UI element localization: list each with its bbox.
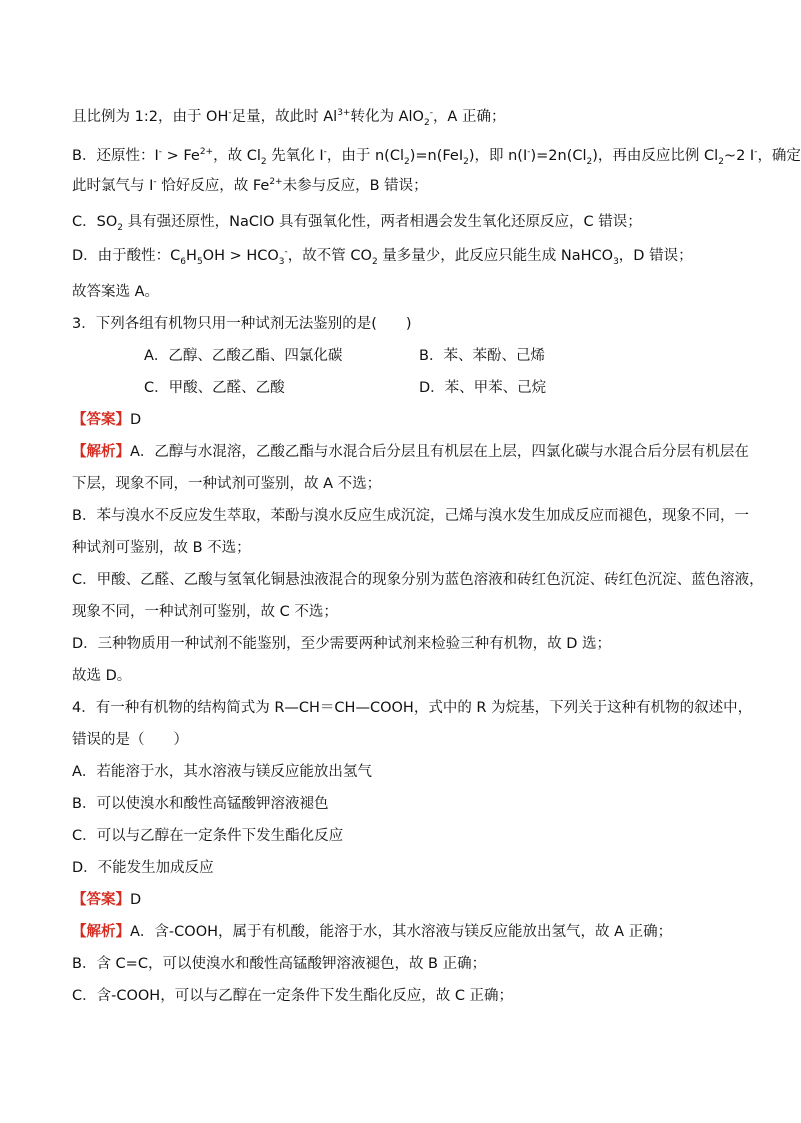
q3-conclusion: 故选 D。 (72, 668, 132, 684)
text: > Fe (161, 148, 200, 164)
superscript: - (754, 147, 758, 158)
answer-value: D (130, 412, 142, 428)
text: A．乙醇与水混溶，乙酸乙酯与水混合后分层且有机层在上层，四氯化碳与水混合后分层有机层在 (130, 444, 749, 460)
q3-analysis-c2: 现象不同，一种试剂可鉴别，故 C 不选； (72, 604, 338, 620)
text: )=2n(Cl (530, 148, 587, 164)
subscript: 2 (371, 256, 378, 267)
subscript: 2 (423, 117, 430, 128)
subscript: 2 (260, 156, 267, 167)
text: 转化为 AlO (350, 109, 424, 125)
q3-option-c: C．甲酸、乙醛、乙酸 (144, 380, 285, 396)
text: 足量，故此时 Al (231, 109, 338, 125)
text: 先氧化 I (266, 148, 324, 164)
q3-analysis-a1 (72, 442, 749, 462)
superscript: - (323, 147, 327, 158)
superscript: 3+ (337, 108, 351, 119)
q3-stem: 3．下列各组有机物只用一种试剂无法鉴别的是( ) (72, 316, 412, 332)
superscript: - (284, 247, 288, 258)
q2-conclusion: 故答案选 A。 (72, 284, 160, 300)
superscript: - (153, 177, 157, 188)
q4-option-c: C．可以与乙醇在一定条件下发生酯化反应 (72, 828, 344, 844)
superscript: - (429, 108, 433, 119)
text: 恰好反应，故 Fe (156, 178, 270, 194)
q4-answer (72, 890, 732, 910)
q4-stem-line2: 错误的是（ ） (72, 732, 188, 748)
superscript: - (228, 108, 232, 119)
q3-analysis-b1: B．苯与溴水不反应发生萃取，苯酚与溴水反应生成沉淀，己烯与溴水发生加成反应而褪色，现象不同，一 (72, 508, 749, 524)
subscript: 2 (117, 222, 123, 233)
q4-analysis-b1: B．含 C=C，可以使溴水和酸性高锰酸钾溶液褪色，故 B 正确； (72, 956, 487, 972)
analysis-tag: 【解析】 (72, 924, 130, 940)
text: 量多量少，此反应只能生成 NaHCO (377, 248, 614, 264)
q4-stem-line1: 4．有一种有机物的结构简式为 R—CH＝CH—COOH，式中的 R 为烷基，下列关于这种有机物的叙述中， (72, 700, 753, 716)
subscript: 6 (180, 256, 187, 267)
text: OH > HCO (202, 248, 279, 264)
analysis-tag: 【解析】 (72, 444, 130, 460)
superscript: - (527, 147, 531, 158)
q2-line-alo2 (72, 107, 732, 127)
text: )=n(FeI (409, 148, 464, 164)
subscript: 2 (718, 156, 724, 167)
text: A．含-COOH，属于有机酸，能溶于水，其水溶液与镁反应能放出氢气，故 A 正确； (130, 924, 673, 940)
superscript: 2+ (269, 177, 283, 188)
text: 具有强还原性，NaClO 具有强氧化性，两者相遇会发生氧化还原反应，C 错误； (122, 214, 642, 230)
subscript: 2 (463, 156, 469, 167)
text: H (186, 248, 197, 264)
text: )，再由反应比例 Cl (592, 148, 719, 164)
subscript: 3 (278, 256, 285, 267)
q4-option-d: D．不能发生加成反应 (72, 860, 214, 876)
q4-option-b: B．可以使溴水和酸性高锰酸钾溶液褪色 (72, 796, 329, 812)
q2-option-c (72, 212, 732, 232)
q3-answer (72, 410, 732, 430)
q4-analysis-c1: C．含-COOH，可以与乙醇在一定条件下发生酯化反应，故 C 正确； (72, 988, 514, 1004)
q3-analysis-d1: D．三种物质用一种试剂不能鉴别，至少需要两种试剂来检验三种有机物，故 D 选； (72, 636, 612, 652)
q3-analysis-b2: 种试剂可鉴别，故 B 不选； (72, 540, 251, 556)
subscript: 3 (613, 256, 619, 267)
text: 未参与反应，B 错误； (282, 178, 428, 194)
superscript: 2+ (199, 147, 214, 158)
subscript: 2 (403, 156, 410, 167)
superscript: - (158, 147, 162, 158)
q4-analysis-a1 (72, 922, 732, 942)
q3-option-b: B．苯、苯酚、己烯 (419, 348, 545, 364)
text: ，A 正确； (432, 109, 506, 125)
q2-option-d (72, 246, 732, 266)
text: ~2 I (723, 148, 755, 164)
q3-analysis-c1: C．甲酸、乙醛、乙酸与氢氧化铜悬浊液混合的现象分别为蓝色溶液和砖红色沉淀、砖红色沉淀、蓝色溶液， (72, 572, 764, 588)
text: D．由于酸性：C (72, 248, 181, 264)
text: C．SO (72, 214, 118, 230)
q3-option-d: D．苯、甲苯、己烷 (419, 380, 547, 396)
text: B．还原性：I (72, 148, 159, 164)
answer-value: D (130, 892, 142, 908)
answer-tag: 【答案】 (72, 892, 130, 908)
q3-analysis-a2: 下层，现象不同，一种试剂可鉴别，故 A 不选； (72, 476, 382, 492)
q2-option-b-line1 (72, 146, 801, 167)
q3-option-a: A．乙醇、乙酸乙酯、四氯化碳 (144, 348, 343, 364)
text: ，确定 (757, 148, 801, 164)
subscript: 5 (196, 256, 203, 267)
q2-option-b-line2 (72, 176, 732, 196)
subscript: 2 (586, 156, 593, 167)
text: )，即 n(I (468, 148, 528, 164)
text: 且比例为 1:2，由于 OH (72, 109, 229, 125)
text: ，故不管 CO (287, 248, 372, 264)
text: ，由于 n(Cl (326, 148, 404, 164)
text: 此时氯气与 I (72, 178, 154, 194)
text: ，D 错误； (618, 248, 693, 264)
text: ，故 Cl (213, 148, 261, 164)
q4-option-a: A．若能溶于水，其水溶液与镁反应能放出氢气 (72, 764, 372, 780)
answer-tag: 【答案】 (72, 412, 130, 428)
